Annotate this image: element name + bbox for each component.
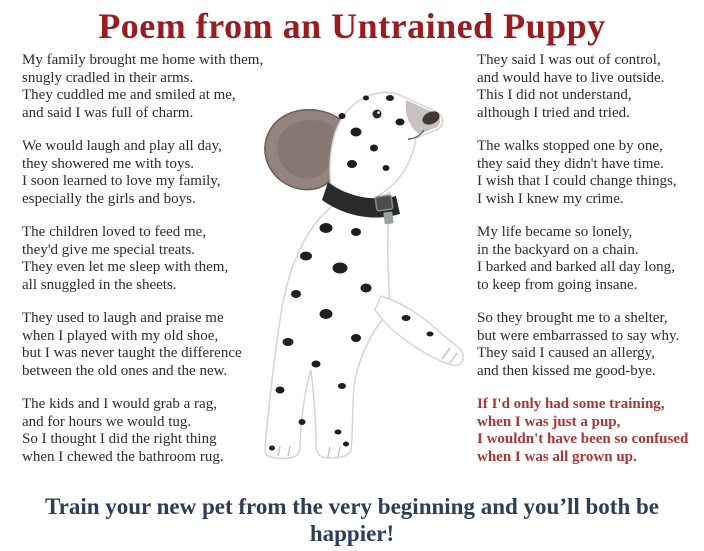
poem-line: The children loved to feed me,	[22, 224, 207, 240]
poem-line: but were embarrassed to say why.	[477, 327, 680, 344]
poem-line: My life became so lonely,	[477, 224, 633, 240]
poem-stanza	[22, 52, 262, 122]
poem-line: This I did not understand,	[477, 87, 632, 103]
poem-stanza	[477, 224, 704, 294]
poem-line: all snuggled in the sheets.	[22, 276, 177, 293]
poem-line: They used to laugh and praise me	[22, 310, 224, 326]
poem-line: in the backyard on a chain.	[477, 241, 639, 258]
poem-line: they'd give me special treats.	[22, 241, 196, 258]
poem-line: and for hours we would tug.	[22, 413, 192, 430]
poem-line: especially the girls and boys.	[22, 190, 196, 207]
poem-line: My family brought me home with them,	[22, 52, 264, 68]
poem-line: I wish I knew my crime.	[477, 190, 624, 207]
dalmatian-puppy-image	[238, 56, 474, 466]
poem-line: They cuddled me and smiled at me,	[22, 87, 236, 103]
poem-line: They even let me sleep with them,	[22, 259, 229, 275]
poem-line: but I was never taught the difference	[22, 345, 242, 361]
puppy-eye	[373, 110, 382, 119]
poem-line: when I was all grown up.	[477, 448, 637, 465]
poem-stanza	[477, 52, 704, 122]
poem-line: They said I was out of control,	[477, 52, 661, 68]
poem-line: So they brought me to a shelter,	[477, 310, 668, 326]
poem-stanza	[22, 138, 262, 208]
page-title: Poem from an Untrained Puppy	[98, 6, 606, 46]
poem-line: The kids and I would grab a rag,	[22, 396, 217, 412]
poem-line: If I'd only had some training,	[477, 396, 665, 412]
poem-line: although I tried and tried.	[477, 104, 630, 121]
poem-line: I wouldn't have been so confused	[477, 431, 689, 447]
dalmatian-puppy-illustration	[238, 56, 474, 466]
poem-line: and would have to live outside.	[477, 69, 665, 86]
poem-line: to keep from going insane.	[477, 276, 638, 293]
poem-line: between the old ones and the new.	[22, 362, 228, 379]
puppy-raised-leg	[375, 296, 463, 365]
poem-stanza-highlight	[477, 396, 704, 466]
poem-stanza	[477, 138, 704, 208]
poem-line: when I played with my old shoe,	[22, 327, 219, 344]
poem-stanza	[22, 310, 262, 380]
poem-stanza	[22, 396, 262, 466]
puppy-head	[330, 92, 443, 206]
poem-line: I soon learned to love my family,	[22, 173, 221, 189]
poem-line: and then kissed me good-bye.	[477, 362, 656, 379]
poem-column-left	[22, 52, 262, 482]
poem-column-right	[477, 52, 704, 482]
poem-line: and said I was full of charm.	[22, 104, 194, 121]
poem-line: snugly cradled in their arms.	[22, 69, 194, 86]
footer-message	[0, 493, 704, 547]
poem-line: They said I caused an allergy,	[477, 345, 655, 361]
poem-line: they said they didn't have time.	[477, 155, 664, 172]
poem-line: I wish that I could change things,	[477, 173, 677, 189]
poem-line: when I was just a pup,	[477, 413, 621, 430]
poem-line: We would laugh and play all day,	[22, 138, 222, 154]
poem-line: So I thought I did the right thing	[22, 431, 217, 447]
poem-line: when I chewed the bathroom rug.	[22, 448, 224, 465]
poem-line: I barked and barked all day long,	[477, 259, 675, 275]
poem-stanza	[22, 224, 262, 294]
poem-line: The walks stopped one by one,	[477, 138, 663, 154]
footer-line: happier!	[309, 521, 395, 546]
poem-line: they showered me with toys.	[22, 155, 195, 172]
footer-line: Train your new pet from the very beginning and you’ll both be	[44, 494, 660, 519]
poem-stanza	[477, 310, 704, 380]
